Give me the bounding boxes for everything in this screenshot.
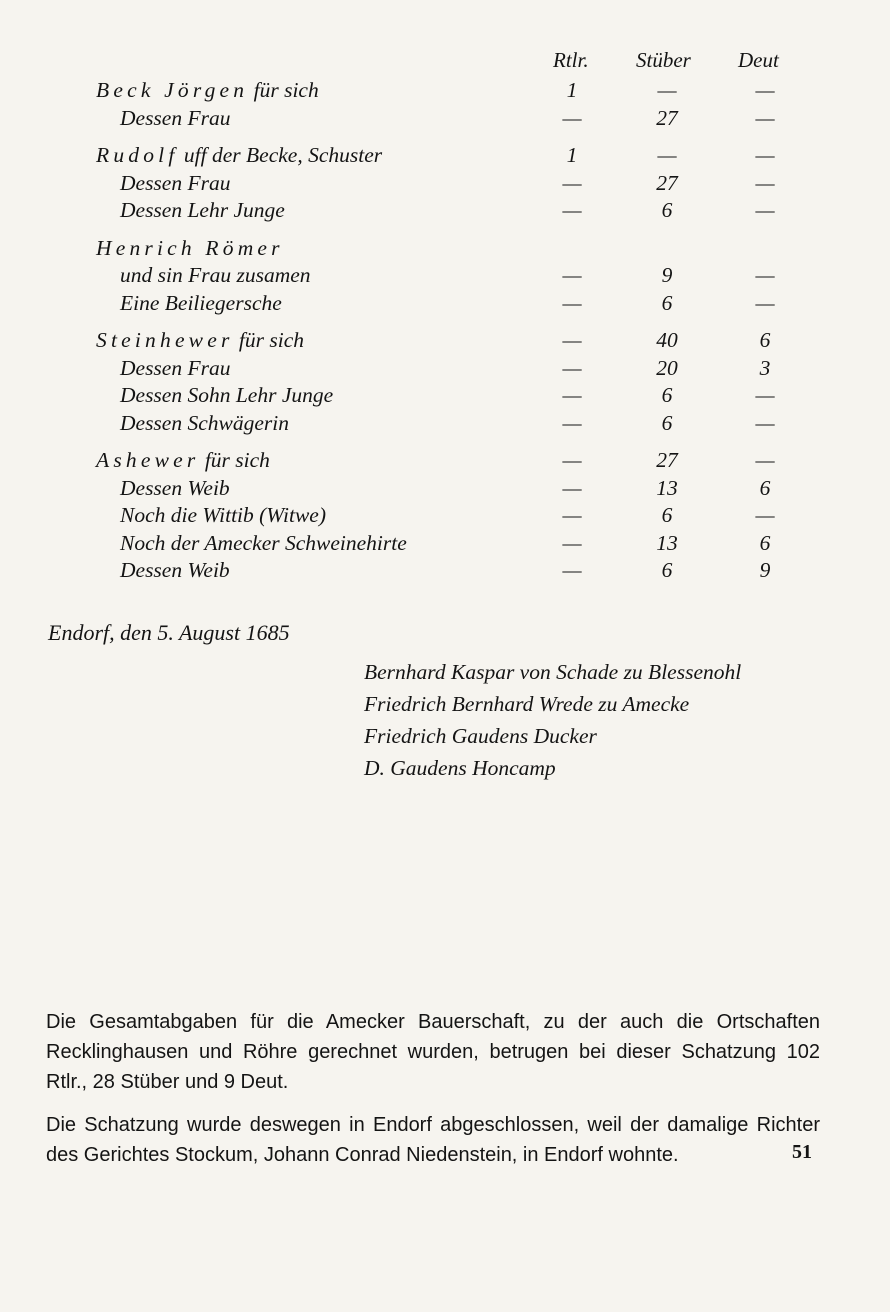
table-row <box>0 356 890 384</box>
rtlr-cell: — <box>562 170 582 195</box>
entry-group <box>0 78 890 133</box>
rtlr-cell: — <box>562 383 582 407</box>
table-row <box>0 263 890 291</box>
row-name: Dessen Weib <box>120 558 230 582</box>
tax-table <box>0 78 890 596</box>
header-deut: Deut <box>738 48 779 72</box>
person-name: Ashewer <box>96 448 200 472</box>
signature: Friedrich Gaudens Ducker <box>364 724 597 748</box>
deut-cell: — <box>755 78 775 102</box>
deut-cell: — <box>755 170 775 195</box>
table-row <box>0 198 890 226</box>
person-name: Henrich Römer <box>96 235 284 260</box>
table-row <box>0 383 890 411</box>
header-stueber: Stüber <box>636 48 691 72</box>
person-name: Rudolf <box>96 143 179 167</box>
table-row <box>0 503 890 531</box>
rtlr-cell: 1 <box>566 78 578 102</box>
deut-cell: 6 <box>759 475 771 500</box>
paragraph: Die Schatzung wurde deswegen in Endorf abgeschlossen, weil der damalige Richter des Gerichtes Stockum, Johann Conrad Niedenstein, in Endorf wohnte. <box>46 1114 820 1166</box>
table-row <box>0 476 890 504</box>
table-row <box>0 143 890 171</box>
stueber-cell: 27 <box>656 170 678 195</box>
stueber-cell: 27 <box>656 105 678 130</box>
person-name: Beck Jörgen <box>96 78 249 102</box>
deut-cell: — <box>755 383 775 407</box>
stueber-cell: — <box>657 78 677 102</box>
deut-cell: — <box>755 198 775 222</box>
person-name: Steinhewer <box>96 328 234 352</box>
table-row <box>0 558 890 586</box>
deut-cell: — <box>755 503 775 527</box>
signature-block <box>364 660 741 788</box>
signature: Friedrich Bernhard Wrede zu Amecke <box>364 692 690 716</box>
header-rtlr: Rtlr. <box>553 48 589 72</box>
stueber-cell: — <box>657 143 677 167</box>
rtlr-cell: — <box>562 558 582 582</box>
name-suffix: für sich <box>248 78 319 102</box>
deut-cell: 6 <box>759 530 771 555</box>
name-suffix: für sich <box>233 328 305 352</box>
stueber-cell: 13 <box>656 530 678 555</box>
table-row <box>0 328 890 356</box>
stueber-cell: 40 <box>656 328 678 352</box>
table-row <box>0 291 890 319</box>
row-name: Eine Beiliegersche <box>120 290 282 315</box>
row-name: Dessen Frau <box>120 170 231 195</box>
row-name <box>96 448 270 473</box>
rtlr-cell: — <box>562 105 582 130</box>
stueber-cell: 6 <box>661 410 673 435</box>
paragraph: Die Gesamtabgaben für die Amecker Bauerschaft, zu der auch die Ortschaften Recklinghausen und Röhre gerechnet wurden, betrugen bei dieser Schatzung 102 Rtlr., 28 Stüber und 9 Deut. <box>46 1011 820 1093</box>
deut-cell: 3 <box>759 355 771 380</box>
row-name <box>96 78 319 103</box>
stueber-cell: 6 <box>661 383 673 407</box>
deut-cell: — <box>755 143 775 167</box>
deut-cell: 9 <box>759 558 771 582</box>
rtlr-cell: — <box>562 198 582 222</box>
rtlr-cell: 1 <box>566 143 578 167</box>
signature: D. Gaudens Honcamp <box>364 756 556 780</box>
table-row <box>0 531 890 559</box>
stueber-cell: 20 <box>656 355 678 380</box>
row-name <box>96 143 382 168</box>
deut-cell: — <box>755 105 775 130</box>
rtlr-cell: — <box>562 410 582 435</box>
stueber-cell: 6 <box>661 503 673 527</box>
table-row <box>0 411 890 439</box>
stueber-cell: 6 <box>661 198 673 222</box>
row-name <box>96 328 304 353</box>
table-row <box>0 106 890 134</box>
signature: Bernhard Kaspar von Schade zu Blessenohl <box>364 660 742 684</box>
row-name: Dessen Schwägerin <box>120 410 289 435</box>
entry-group <box>0 328 890 438</box>
name-suffix: uff der Becke, Schuster <box>178 143 383 167</box>
row-name: Dessen Frau <box>120 355 231 380</box>
entry-group <box>0 236 890 319</box>
row-name: Noch die Wittib (Witwe) <box>120 503 327 527</box>
rtlr-cell: — <box>562 328 582 352</box>
deut-cell: — <box>755 410 775 435</box>
stueber-cell: 9 <box>661 263 673 287</box>
table-row <box>0 236 890 264</box>
row-name: Noch der Amecker Schweinehirte <box>120 530 407 555</box>
stueber-cell: 6 <box>661 558 673 582</box>
table-row <box>0 448 890 476</box>
deut-cell: — <box>755 263 775 287</box>
stueber-cell: 27 <box>656 448 678 472</box>
rtlr-cell: — <box>562 475 582 500</box>
rtlr-cell: — <box>562 290 582 315</box>
row-name: und sin Frau zusamen <box>120 263 311 287</box>
rtlr-cell: — <box>562 355 582 380</box>
entry-group <box>0 448 890 586</box>
deut-cell: 6 <box>759 328 771 352</box>
rtlr-cell: — <box>562 448 582 472</box>
rtlr-cell: — <box>562 530 582 555</box>
stueber-cell: 6 <box>661 290 673 315</box>
stueber-cell: 13 <box>656 475 678 500</box>
row-name: Dessen Frau <box>120 105 231 130</box>
row-name: Dessen Lehr Junge <box>120 198 285 222</box>
rtlr-cell: — <box>562 263 582 287</box>
deut-cell: — <box>755 448 775 472</box>
rtlr-cell: — <box>562 503 582 527</box>
row-name: Dessen Sohn Lehr Junge <box>120 383 334 407</box>
table-row <box>0 171 890 199</box>
page-number: 51 <box>792 1141 812 1163</box>
row-name: Dessen Weib <box>120 475 230 500</box>
place-date: Endorf, den 5. August 1685 <box>48 620 290 645</box>
row-name <box>96 236 284 261</box>
table-row <box>0 78 890 106</box>
deut-cell: — <box>755 290 775 315</box>
entry-group <box>0 143 890 226</box>
name-suffix: für sich <box>199 448 270 472</box>
